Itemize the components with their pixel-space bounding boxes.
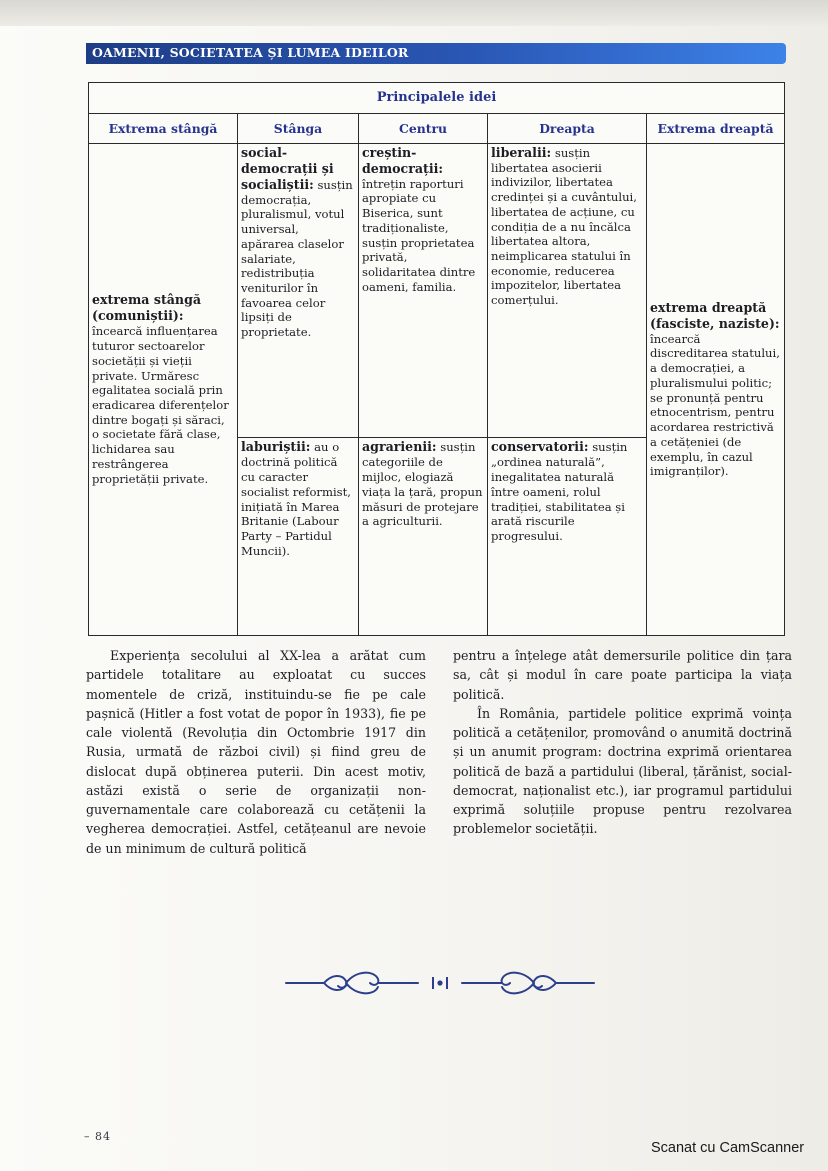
column-header-left: Stânga (238, 114, 359, 143)
text-conservatives: susțin „ordinea naturală”, inegalitatea naturală între oameni, rolul tradiției, stabilitatea și arată riscurile progresului. (491, 440, 628, 544)
paragraph-twentieth-century: Experiența secolului al XX-lea a arătat cum partidele totalitare au exploatat cu succes momentele de criză, instituindu-se fie pe cale pașnică (Hitler a fost votat de popor în 1933), fie pe cale violentă (Revoluția din Octombrie 1917 din Rusia, urmată de război civil) și fiind greu de dislocat după obținerea puterii. Din acest motiv, astăzi există o serie de organizații non-guvernamentale care colaborează cu cetățenii la vegherea democrației. Astfel, cetățeanul are nevoie de un minimum de cultură politică (86, 648, 426, 856)
text-extreme-right: încearcă discreditarea statului, a democrației, a pluralismului politic; se pronunță pentru etnocentrism, pentru acordarea restrictivă a cetățeniei (de exemplu, în cazul imigranților). (650, 331, 780, 479)
text-labourists: au o doctrină politică cu caracter socialist reformist, inițiată în Marea Britanie (Labour Party – Partidul Muncii). (241, 440, 351, 558)
column-header-center: Centru (359, 114, 488, 143)
political-ideas-table (88, 82, 785, 636)
cell-center-top (359, 143, 488, 438)
body-text-left-column (86, 646, 426, 858)
term-labourists: laburiștii: (241, 439, 311, 455)
text-extreme-left: încearcă influențarea tuturor sectoarelor societății și vieții private. Urmăresc egalitatea socială prin eradicarea diferențelor dintre bogați și săraci, o societate fără clase, lichidarea sau restrângerea proprietății private. (92, 324, 229, 486)
column-header-right: Dreapta (488, 114, 647, 143)
column-header-extreme-right: Extrema dreaptă (647, 114, 785, 143)
cell-extreme-right (647, 143, 785, 635)
cell-right-bottom (488, 438, 647, 636)
cell-extreme-left (89, 143, 238, 635)
cell-right-top (488, 143, 647, 438)
term-social-democrats: social-democrații și socialiștii: (241, 144, 334, 192)
ornamental-divider-icon (284, 962, 596, 1004)
cell-center-bottom (359, 438, 488, 636)
table-caption: Principalele idei (89, 83, 785, 114)
text-christian-democrats: întrețin raporturi apropiate cu Biserica, sunt tradiționaliste, susțin proprietatea privată, solidaritatea dintre oameni, familia. (362, 176, 476, 294)
paragraph-romania-parties: În România, partidele politice exprimă voința politică a cetățenilor, promovând o anumită doctrină și un anumit program: doctrina exprimă orientarea politică de bază a partidului (liberal, țărănist, social-democrat, naționalist etc.), iar programul partidului exprimă soluțiile propuse pentru rezolvarea problemelor societății. (453, 705, 792, 837)
text-social-democrats: susțin democrația, pluralismul, votul universal, apărarea claselor salariate, redistribuția veniturilor în favoarea celor lipsiți de proprietate. (241, 177, 353, 340)
term-agrarians: agrarienii: (362, 439, 437, 455)
page-number: – 84 (84, 1130, 111, 1143)
body-text-right-column (453, 646, 792, 839)
term-extreme-right: extrema dreaptă (fasciste, naziste): (650, 299, 780, 331)
text-liberals: susțin libertatea asocierii indivizilor, libertatea credinței și a cuvântului, libertatea de acțiune, cu condiția de a nu încălca libertatea altora, neimplicarea statului în economie, reducerea impozitelor, libertatea comerțului. (491, 145, 637, 308)
term-conservatives: conservatorii: (491, 439, 589, 455)
term-christian-democrats: creștin-democrații: (362, 144, 444, 176)
chapter-title: OAMENII, SOCIETATEA ȘI LUMEA IDEILOR (92, 45, 409, 60)
cell-left-bottom (238, 438, 359, 636)
term-liberals: liberalii: (491, 144, 552, 160)
text-agrarians: susțin categoriile de mijloc, elogiază viața la țară, propun măsuri de protejare a agriculturii. (362, 440, 483, 529)
scanner-watermark: Scanat cu CamScanner (651, 1140, 805, 1156)
term-extreme-left: extrema stângă (comuniștii): (92, 292, 202, 324)
cell-left-top (238, 143, 359, 438)
previous-page-edge (0, 0, 828, 26)
column-header-extreme-left: Extrema stângă (89, 114, 238, 143)
paragraph-continuation: pentru a înțelege atât demersurile politice din țara sa, cât și modul în care poate participa la viața politică. (453, 648, 792, 702)
